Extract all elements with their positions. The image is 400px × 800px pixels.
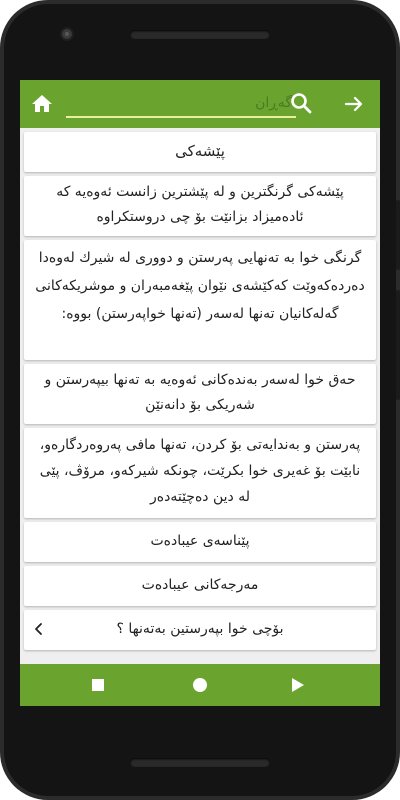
list-item[interactable]	[24, 428, 376, 518]
app-screen	[20, 80, 380, 706]
home-icon[interactable]	[30, 92, 54, 116]
system-nav-bar	[20, 664, 380, 706]
home-nav-button[interactable]	[180, 664, 220, 706]
search-icon[interactable]	[289, 91, 313, 115]
top-speaker	[130, 30, 270, 39]
app-bar	[20, 80, 380, 128]
chevron-left-icon	[32, 622, 46, 636]
list-item-label: مەرجەکانی عیبادەت	[141, 577, 259, 593]
triangle-play-icon	[291, 677, 305, 693]
list-item-label: پێناسەی عیبادەت	[150, 533, 250, 549]
list-item-label: گرنگی خوا بە تەنهایی پەرستن و دووری لە شیرك لەوەدا دەردەکەوێت کەکێشەی نێوان پێغەمبەران و موشریکەکانی گەلەکانیان تەنها لەسەر (تەنها خواپەرستن) بووە:	[35, 250, 365, 322]
list-item[interactable]	[24, 610, 376, 650]
list-item[interactable]	[24, 240, 376, 360]
list-item-label: بۆچی خوا بپەرستین بەتەنها ؟	[116, 621, 284, 637]
list-item[interactable]	[24, 176, 376, 236]
volume-button	[396, 290, 400, 400]
arrow-right-icon[interactable]	[342, 92, 366, 116]
list-item[interactable]	[24, 364, 376, 424]
back-nav-button[interactable]	[278, 664, 318, 706]
recents-button[interactable]	[78, 664, 118, 706]
list-item-label: پەرستن و بەندایەتی بۆ کردن، تەنها مافی پەروەردگارەو، نابێت بۆ غەیری خوا بکرێت، چونکە شیرکەو، مرۆڤ، پێی لە دین دەچێتەدەر	[39, 437, 361, 505]
list-item-label: پێشەکی	[175, 142, 225, 160]
square-icon	[91, 678, 105, 692]
list-item-label: حەق خوا لەسەر بەندەکانی ئەوەیە بە تەنها بیپەرستن و شەریکی بۆ دانەنێن	[44, 372, 356, 413]
circle-icon	[192, 677, 208, 693]
power-button	[396, 200, 400, 270]
search-input[interactable]	[66, 90, 296, 118]
list-item[interactable]	[24, 566, 376, 606]
list-item-label: پێشەکی گرنگترین و لە پێشترین زانست ئەوەیە کە ئادەمیزاد بزانێت بۆ چی دروستکراوە	[56, 184, 344, 225]
list-item[interactable]	[24, 522, 376, 562]
list-item[interactable]	[24, 132, 376, 172]
bottom-speaker	[130, 758, 270, 767]
front-camera	[60, 27, 74, 41]
